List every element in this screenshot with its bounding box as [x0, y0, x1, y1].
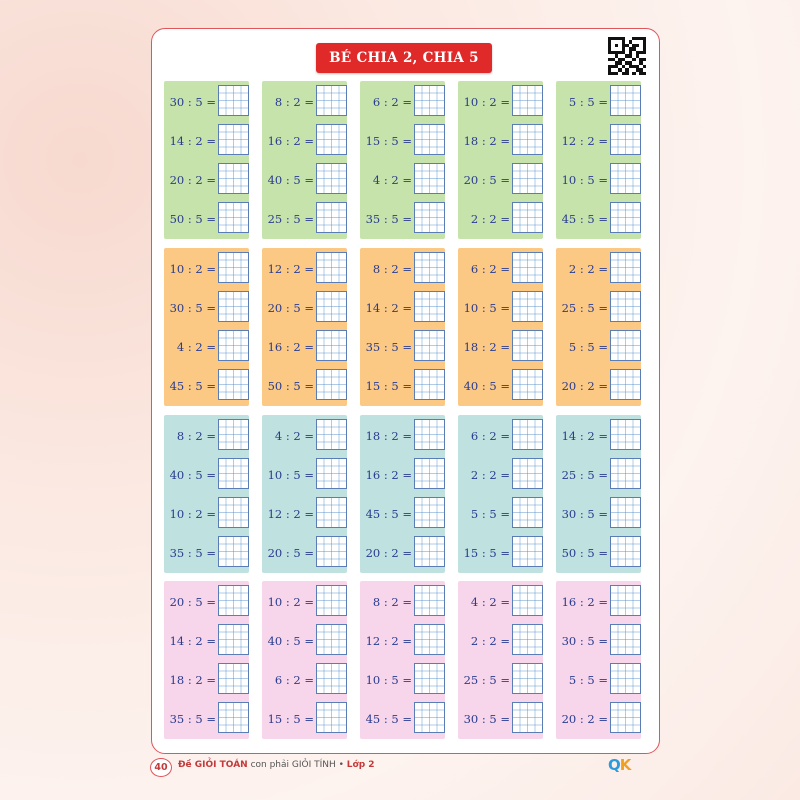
answer-box[interactable]	[512, 291, 543, 322]
division-expression: 10 : 2 =	[267, 595, 314, 609]
exercise-row	[262, 663, 347, 697]
answer-box[interactable]	[218, 252, 249, 283]
division-expression: 20 : 2 =	[561, 379, 608, 393]
answer-box[interactable]	[610, 330, 641, 361]
answer-box[interactable]	[218, 369, 249, 400]
division-expression: 8 : 2 =	[274, 95, 314, 109]
division-expression: 35 : 5 =	[365, 340, 412, 354]
exercise-row	[262, 202, 347, 236]
answer-box[interactable]	[218, 330, 249, 361]
answer-box[interactable]	[414, 330, 445, 361]
exercise-row	[262, 624, 347, 658]
exercise-row	[164, 163, 249, 197]
exercise-row	[360, 585, 445, 619]
exercise-row	[556, 663, 641, 697]
exercise-row	[164, 536, 249, 570]
exercise-row	[360, 85, 445, 119]
exercise-row	[360, 163, 445, 197]
exercise-row	[262, 702, 347, 736]
division-expression: 6 : 2 =	[470, 429, 510, 443]
exercise-card	[262, 581, 347, 739]
division-expression: 20 : 5 =	[267, 301, 314, 315]
division-expression: 14 : 2 =	[169, 134, 216, 148]
exercise-card	[164, 415, 249, 573]
answer-box[interactable]	[610, 291, 641, 322]
answer-box[interactable]	[512, 85, 543, 116]
answer-box[interactable]	[414, 663, 445, 694]
exercise-row	[164, 419, 249, 453]
division-expression: 18 : 2 =	[463, 134, 510, 148]
exercise-row	[458, 202, 543, 236]
exercise-card	[164, 81, 249, 239]
exercise-row	[360, 419, 445, 453]
division-expression: 18 : 2 =	[169, 673, 216, 687]
exercise-row	[360, 702, 445, 736]
division-expression: 50 : 5 =	[561, 546, 608, 560]
answer-box[interactable]	[316, 702, 347, 733]
answer-box[interactable]	[218, 536, 249, 567]
division-expression: 40 : 5 =	[267, 634, 314, 648]
answer-box[interactable]	[414, 536, 445, 567]
answer-box[interactable]	[316, 163, 347, 194]
answer-box[interactable]	[316, 330, 347, 361]
exercise-row	[262, 85, 347, 119]
exercise-card	[556, 415, 641, 573]
answer-box[interactable]	[512, 419, 543, 450]
exercise-card	[360, 248, 445, 406]
answer-box[interactable]	[610, 124, 641, 155]
answer-box[interactable]	[512, 702, 543, 733]
exercise-row	[458, 585, 543, 619]
answer-box[interactable]	[414, 369, 445, 400]
answer-box[interactable]	[218, 624, 249, 655]
division-expression: 12 : 2 =	[561, 134, 608, 148]
exercise-row	[262, 330, 347, 364]
division-expression: 20 : 5 =	[267, 546, 314, 560]
answer-box[interactable]	[316, 663, 347, 694]
exercise-row	[458, 702, 543, 736]
page-footer	[150, 756, 670, 778]
answer-box[interactable]	[316, 536, 347, 567]
answer-box[interactable]	[316, 369, 347, 400]
division-expression: 40 : 5 =	[267, 173, 314, 187]
division-expression: 5 : 5 =	[568, 673, 608, 687]
answer-box[interactable]	[512, 458, 543, 489]
division-expression: 8 : 2 =	[372, 262, 412, 276]
book-title	[178, 760, 375, 770]
answer-box[interactable]	[610, 536, 641, 567]
division-expression: 10 : 2 =	[463, 95, 510, 109]
answer-box[interactable]	[218, 458, 249, 489]
exercise-row	[458, 419, 543, 453]
answer-box[interactable]	[512, 252, 543, 283]
exercise-card	[458, 415, 543, 573]
answer-box[interactable]	[610, 702, 641, 733]
division-expression: 4 : 2 =	[372, 173, 412, 187]
answer-box[interactable]	[316, 85, 347, 116]
answer-box[interactable]	[414, 291, 445, 322]
division-expression: 8 : 2 =	[372, 595, 412, 609]
division-expression: 10 : 5 =	[463, 301, 510, 315]
exercise-card	[458, 248, 543, 406]
exercise-row	[458, 624, 543, 658]
division-expression: 20 : 5 =	[169, 595, 216, 609]
division-expression: 2 : 2 =	[470, 212, 510, 226]
page-title: BÉ CHIA 2, CHIA 5	[316, 43, 492, 73]
division-expression: 30 : 5 =	[463, 712, 510, 726]
answer-box[interactable]	[610, 85, 641, 116]
division-expression: 16 : 2 =	[267, 134, 314, 148]
division-expression: 35 : 5 =	[169, 546, 216, 560]
exercise-row	[164, 585, 249, 619]
exercise-row	[458, 536, 543, 570]
answer-box[interactable]	[414, 163, 445, 194]
exercise-row	[360, 663, 445, 697]
exercise-row	[556, 624, 641, 658]
exercise-row	[360, 202, 445, 236]
exercise-card	[458, 581, 543, 739]
answer-box[interactable]	[414, 458, 445, 489]
answer-box[interactable]	[218, 163, 249, 194]
exercise-row	[164, 85, 249, 119]
answer-box[interactable]	[414, 624, 445, 655]
division-expression: 4 : 2 =	[470, 595, 510, 609]
division-expression: 6 : 2 =	[372, 95, 412, 109]
page-number: 40	[150, 758, 172, 777]
exercise-row	[556, 585, 641, 619]
answer-box[interactable]	[316, 624, 347, 655]
exercise-card	[262, 81, 347, 239]
exercise-row	[360, 536, 445, 570]
division-expression: 10 : 2 =	[169, 262, 216, 276]
exercise-row	[262, 497, 347, 531]
answer-box[interactable]	[316, 124, 347, 155]
exercise-row	[360, 369, 445, 403]
exercise-row	[164, 330, 249, 364]
exercise-row	[458, 330, 543, 364]
answer-box[interactable]	[316, 419, 347, 450]
answer-box[interactable]	[414, 202, 445, 233]
answer-box[interactable]	[512, 124, 543, 155]
exercise-row	[262, 458, 347, 492]
answer-box[interactable]	[316, 202, 347, 233]
answer-box[interactable]	[512, 536, 543, 567]
division-expression: 40 : 5 =	[169, 468, 216, 482]
answer-box[interactable]	[512, 163, 543, 194]
exercise-row	[262, 163, 347, 197]
exercise-row	[556, 202, 641, 236]
exercise-row	[164, 702, 249, 736]
division-expression: 5 : 5 =	[470, 507, 510, 521]
answer-box[interactable]	[414, 585, 445, 616]
division-expression: 6 : 2 =	[274, 673, 314, 687]
exercise-row	[458, 252, 543, 286]
answer-box[interactable]	[316, 458, 347, 489]
division-expression: 2 : 2 =	[568, 262, 608, 276]
exercise-row	[164, 369, 249, 403]
qr-code-icon	[608, 37, 646, 75]
exercise-row	[458, 291, 543, 325]
division-expression: 15 : 5 =	[365, 134, 412, 148]
answer-box[interactable]	[218, 124, 249, 155]
exercise-row	[262, 536, 347, 570]
division-expression: 20 : 2 =	[561, 712, 608, 726]
exercise-row	[164, 202, 249, 236]
exercise-row	[360, 330, 445, 364]
exercise-row	[458, 497, 543, 531]
answer-box[interactable]	[316, 585, 347, 616]
exercise-card	[164, 248, 249, 406]
answer-box[interactable]	[218, 419, 249, 450]
exercise-row	[458, 124, 543, 158]
exercise-row	[556, 369, 641, 403]
answer-box[interactable]	[414, 497, 445, 528]
division-expression: 16 : 2 =	[267, 340, 314, 354]
exercise-row	[556, 291, 641, 325]
worksheet-page	[151, 28, 660, 754]
answer-box[interactable]	[218, 663, 249, 694]
answer-box[interactable]	[610, 497, 641, 528]
division-expression: 4 : 2 =	[176, 340, 216, 354]
division-expression: 10 : 5 =	[561, 173, 608, 187]
exercise-row	[556, 536, 641, 570]
answer-box[interactable]	[512, 624, 543, 655]
answer-box[interactable]	[610, 369, 641, 400]
exercise-row	[556, 497, 641, 531]
division-expression: 2 : 2 =	[470, 634, 510, 648]
exercise-row	[164, 497, 249, 531]
exercise-row	[556, 702, 641, 736]
book-title-part-1: Đề GIỎI TOÁN	[178, 760, 248, 770]
answer-box[interactable]	[610, 458, 641, 489]
division-expression: 20 : 5 =	[463, 173, 510, 187]
exercise-row	[164, 291, 249, 325]
answer-box[interactable]	[512, 497, 543, 528]
division-expression: 8 : 2 =	[176, 429, 216, 443]
answer-box[interactable]	[414, 702, 445, 733]
answer-box[interactable]	[414, 419, 445, 450]
exercise-row	[556, 458, 641, 492]
answer-box[interactable]	[316, 497, 347, 528]
grade-label: Lớp 2	[346, 760, 375, 770]
division-expression: 40 : 5 =	[463, 379, 510, 393]
exercise-row	[262, 585, 347, 619]
answer-box[interactable]	[414, 124, 445, 155]
exercise-row	[360, 252, 445, 286]
division-expression: 45 : 5 =	[169, 379, 216, 393]
answer-box[interactable]	[218, 202, 249, 233]
exercise-row	[458, 163, 543, 197]
answer-box[interactable]	[512, 330, 543, 361]
division-expression: 30 : 5 =	[169, 301, 216, 315]
exercise-row	[556, 124, 641, 158]
exercise-row	[360, 291, 445, 325]
division-expression: 6 : 2 =	[470, 262, 510, 276]
book-title-part-2: con phải GIỎI TÍNH •	[247, 760, 347, 770]
answer-box[interactable]	[610, 202, 641, 233]
answer-box[interactable]	[512, 202, 543, 233]
exercise-row	[262, 291, 347, 325]
answer-box[interactable]	[316, 291, 347, 322]
exercise-card	[262, 415, 347, 573]
exercise-row	[458, 663, 543, 697]
exercise-row	[164, 663, 249, 697]
exercise-row	[262, 252, 347, 286]
division-expression: 16 : 2 =	[561, 595, 608, 609]
division-expression: 15 : 5 =	[267, 712, 314, 726]
division-expression: 25 : 5 =	[561, 301, 608, 315]
answer-box[interactable]	[218, 85, 249, 116]
answer-box[interactable]	[610, 624, 641, 655]
division-expression: 14 : 2 =	[561, 429, 608, 443]
division-expression: 10 : 2 =	[169, 507, 216, 521]
answer-box[interactable]	[218, 702, 249, 733]
division-expression: 20 : 2 =	[169, 173, 216, 187]
division-expression: 35 : 5 =	[365, 212, 412, 226]
division-expression: 50 : 5 =	[169, 212, 216, 226]
exercise-card	[360, 81, 445, 239]
publisher-logo-icon: QK	[608, 756, 631, 774]
division-expression: 14 : 2 =	[169, 634, 216, 648]
exercise-row	[458, 369, 543, 403]
exercise-row	[556, 419, 641, 453]
exercise-row	[556, 330, 641, 364]
division-expression: 12 : 2 =	[267, 507, 314, 521]
exercise-row	[556, 252, 641, 286]
answer-box[interactable]	[610, 419, 641, 450]
division-expression: 16 : 2 =	[365, 468, 412, 482]
division-expression: 30 : 5 =	[561, 507, 608, 521]
answer-box[interactable]	[218, 291, 249, 322]
division-expression: 18 : 2 =	[463, 340, 510, 354]
answer-box[interactable]	[610, 585, 641, 616]
exercise-card	[164, 581, 249, 739]
division-expression: 14 : 2 =	[365, 301, 412, 315]
division-expression: 45 : 5 =	[365, 507, 412, 521]
exercise-row	[164, 624, 249, 658]
exercise-row	[164, 124, 249, 158]
exercise-row	[458, 458, 543, 492]
division-expression: 30 : 5 =	[169, 95, 216, 109]
division-expression: 35 : 5 =	[169, 712, 216, 726]
exercise-row	[262, 419, 347, 453]
exercise-card	[556, 248, 641, 406]
division-expression: 10 : 5 =	[267, 468, 314, 482]
division-expression: 5 : 5 =	[568, 95, 608, 109]
exercise-card	[556, 81, 641, 239]
exercise-row	[262, 369, 347, 403]
division-expression: 45 : 5 =	[561, 212, 608, 226]
division-expression: 5 : 5 =	[568, 340, 608, 354]
exercise-row	[360, 624, 445, 658]
answer-box[interactable]	[512, 369, 543, 400]
exercise-row	[458, 85, 543, 119]
answer-box[interactable]	[218, 585, 249, 616]
division-expression: 25 : 5 =	[561, 468, 608, 482]
exercise-row	[360, 458, 445, 492]
division-expression: 12 : 2 =	[365, 634, 412, 648]
exercise-row	[556, 163, 641, 197]
exercise-row	[360, 497, 445, 531]
exercise-card	[262, 248, 347, 406]
exercise-row	[164, 252, 249, 286]
answer-box[interactable]	[610, 252, 641, 283]
division-expression: 15 : 5 =	[365, 379, 412, 393]
division-expression: 45 : 5 =	[365, 712, 412, 726]
answer-box[interactable]	[610, 163, 641, 194]
division-expression: 50 : 5 =	[267, 379, 314, 393]
division-expression: 4 : 2 =	[274, 429, 314, 443]
answer-box[interactable]	[218, 497, 249, 528]
division-expression: 25 : 5 =	[267, 212, 314, 226]
division-expression: 15 : 5 =	[463, 546, 510, 560]
division-expression: 25 : 5 =	[463, 673, 510, 687]
exercise-row	[262, 124, 347, 158]
exercise-row	[164, 458, 249, 492]
division-expression: 20 : 2 =	[365, 546, 412, 560]
answer-box[interactable]	[512, 663, 543, 694]
division-expression: 30 : 5 =	[561, 634, 608, 648]
exercise-row	[360, 124, 445, 158]
exercise-card	[458, 81, 543, 239]
answer-box[interactable]	[414, 85, 445, 116]
answer-box[interactable]	[414, 252, 445, 283]
division-expression: 2 : 2 =	[470, 468, 510, 482]
division-expression: 10 : 5 =	[365, 673, 412, 687]
exercise-row	[556, 85, 641, 119]
answer-box[interactable]	[610, 663, 641, 694]
answer-box[interactable]	[512, 585, 543, 616]
exercise-card	[360, 415, 445, 573]
exercise-card	[556, 581, 641, 739]
division-expression: 12 : 2 =	[267, 262, 314, 276]
division-expression: 18 : 2 =	[365, 429, 412, 443]
exercise-card	[360, 581, 445, 739]
answer-box[interactable]	[316, 252, 347, 283]
